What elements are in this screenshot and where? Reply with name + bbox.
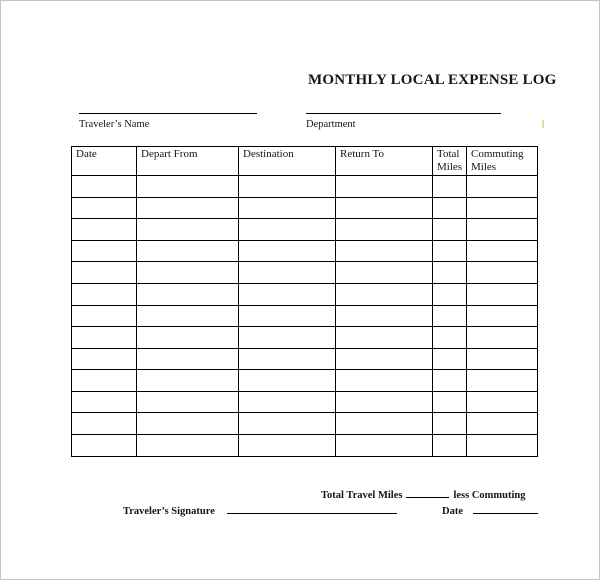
table-cell[interactable] [336, 370, 433, 392]
table-cell[interactable] [239, 413, 336, 435]
table-row [72, 435, 538, 457]
table-cell[interactable] [137, 305, 239, 327]
header-row [72, 147, 538, 176]
table-cell[interactable] [72, 262, 137, 284]
total-travel-miles-row [321, 487, 526, 501]
column-header-depart-from: Depart From [137, 147, 239, 176]
table-cell[interactable] [433, 327, 467, 349]
table-cell[interactable] [72, 327, 137, 349]
expense-table-body [72, 175, 538, 456]
table-cell[interactable] [72, 348, 137, 370]
table-cell[interactable] [467, 305, 538, 327]
table-row [72, 197, 538, 219]
traveler-signature-row [123, 503, 397, 517]
table-cell[interactable] [137, 283, 239, 305]
table-cell[interactable] [72, 435, 137, 457]
table-cell[interactable] [72, 370, 137, 392]
table-cell[interactable] [336, 348, 433, 370]
table-cell[interactable] [137, 240, 239, 262]
table-cell[interactable] [433, 348, 467, 370]
table-cell[interactable] [467, 175, 538, 197]
table-cell[interactable] [137, 435, 239, 457]
table-cell[interactable] [72, 391, 137, 413]
table-cell[interactable] [467, 413, 538, 435]
table-row [72, 391, 538, 413]
table-cell[interactable] [137, 197, 239, 219]
table-cell[interactable] [467, 219, 538, 241]
table-cell[interactable] [336, 219, 433, 241]
table-cell[interactable] [72, 175, 137, 197]
table-cell[interactable] [433, 435, 467, 457]
table-row [72, 175, 538, 197]
total-travel-miles-label: Total Travel Miles [321, 490, 403, 501]
table-row [72, 413, 538, 435]
table-cell[interactable] [433, 197, 467, 219]
table-row [72, 370, 538, 392]
table-cell[interactable] [336, 391, 433, 413]
traveler-name-label: Traveler’s Name [79, 119, 150, 130]
table-cell[interactable] [137, 327, 239, 349]
table-cell[interactable] [239, 283, 336, 305]
table-row [72, 283, 538, 305]
table-row [72, 327, 538, 349]
table-row [72, 348, 538, 370]
table-cell[interactable] [239, 240, 336, 262]
table-cell[interactable] [137, 370, 239, 392]
text-cursor-artifact [542, 120, 544, 128]
table-cell[interactable] [72, 305, 137, 327]
table-cell[interactable] [433, 262, 467, 284]
page-title: MONTHLY LOCAL EXPENSE LOG [308, 72, 557, 88]
table-cell[interactable] [72, 219, 137, 241]
table-cell[interactable] [72, 283, 137, 305]
column-header-total-miles: Total Miles [433, 147, 467, 176]
table-row [72, 262, 538, 284]
table-cell[interactable] [336, 327, 433, 349]
table-cell[interactable] [239, 219, 336, 241]
table-cell[interactable] [336, 413, 433, 435]
table-cell[interactable] [467, 391, 538, 413]
table-cell[interactable] [467, 240, 538, 262]
table-cell[interactable] [137, 219, 239, 241]
table-cell[interactable] [467, 197, 538, 219]
table-cell[interactable] [239, 197, 336, 219]
date-blank[interactable] [473, 503, 538, 514]
table-cell[interactable] [467, 283, 538, 305]
table-cell[interactable] [239, 348, 336, 370]
traveler-signature-blank[interactable] [227, 503, 397, 514]
column-header-destination: Destination [239, 147, 336, 176]
department-label: Department [306, 119, 356, 130]
department-field-line[interactable] [306, 113, 501, 114]
table-cell[interactable] [137, 175, 239, 197]
table-cell[interactable] [467, 262, 538, 284]
table-cell[interactable] [239, 391, 336, 413]
table-cell[interactable] [336, 262, 433, 284]
table-cell[interactable] [336, 435, 433, 457]
date-row [442, 503, 538, 517]
table-cell[interactable] [72, 197, 137, 219]
column-header-return-to: Return To [336, 147, 433, 176]
table-cell[interactable] [336, 240, 433, 262]
table-cell[interactable] [433, 175, 467, 197]
table-cell[interactable] [137, 413, 239, 435]
table-cell[interactable] [336, 305, 433, 327]
table-cell[interactable] [336, 175, 433, 197]
table-cell[interactable] [433, 391, 467, 413]
table-cell[interactable] [467, 370, 538, 392]
table-cell[interactable] [137, 262, 239, 284]
table-cell[interactable] [239, 370, 336, 392]
column-header-commuting-miles: Commuting Miles [467, 147, 538, 176]
table-cell[interactable] [467, 327, 538, 349]
date-label: Date [442, 506, 463, 517]
table-cell[interactable] [467, 435, 538, 457]
table-cell[interactable] [239, 327, 336, 349]
traveler-name-field-line[interactable] [79, 113, 257, 114]
table-cell[interactable] [137, 391, 239, 413]
table-cell[interactable] [239, 262, 336, 284]
less-commuting-label: less Commuting [453, 490, 526, 501]
table-cell[interactable] [433, 219, 467, 241]
table-row [72, 240, 538, 262]
table-row [72, 305, 538, 327]
expense-table-header [72, 147, 538, 176]
table-cell[interactable] [433, 413, 467, 435]
table-cell[interactable] [336, 197, 433, 219]
table-cell[interactable] [72, 240, 137, 262]
table-cell[interactable] [336, 283, 433, 305]
table-cell[interactable] [433, 370, 467, 392]
table-cell[interactable] [239, 175, 336, 197]
table-cell[interactable] [137, 348, 239, 370]
table-cell[interactable] [239, 435, 336, 457]
table-cell[interactable] [433, 283, 467, 305]
table-cell[interactable] [239, 305, 336, 327]
table-cell[interactable] [433, 305, 467, 327]
traveler-signature-label: Traveler’s Signature [123, 506, 215, 517]
column-header-date: Date [72, 147, 137, 176]
table-row [72, 219, 538, 241]
total-travel-miles-blank[interactable] [406, 487, 449, 498]
table-cell[interactable] [72, 413, 137, 435]
expense-table [71, 146, 538, 457]
table-cell[interactable] [467, 348, 538, 370]
table-cell[interactable] [433, 240, 467, 262]
